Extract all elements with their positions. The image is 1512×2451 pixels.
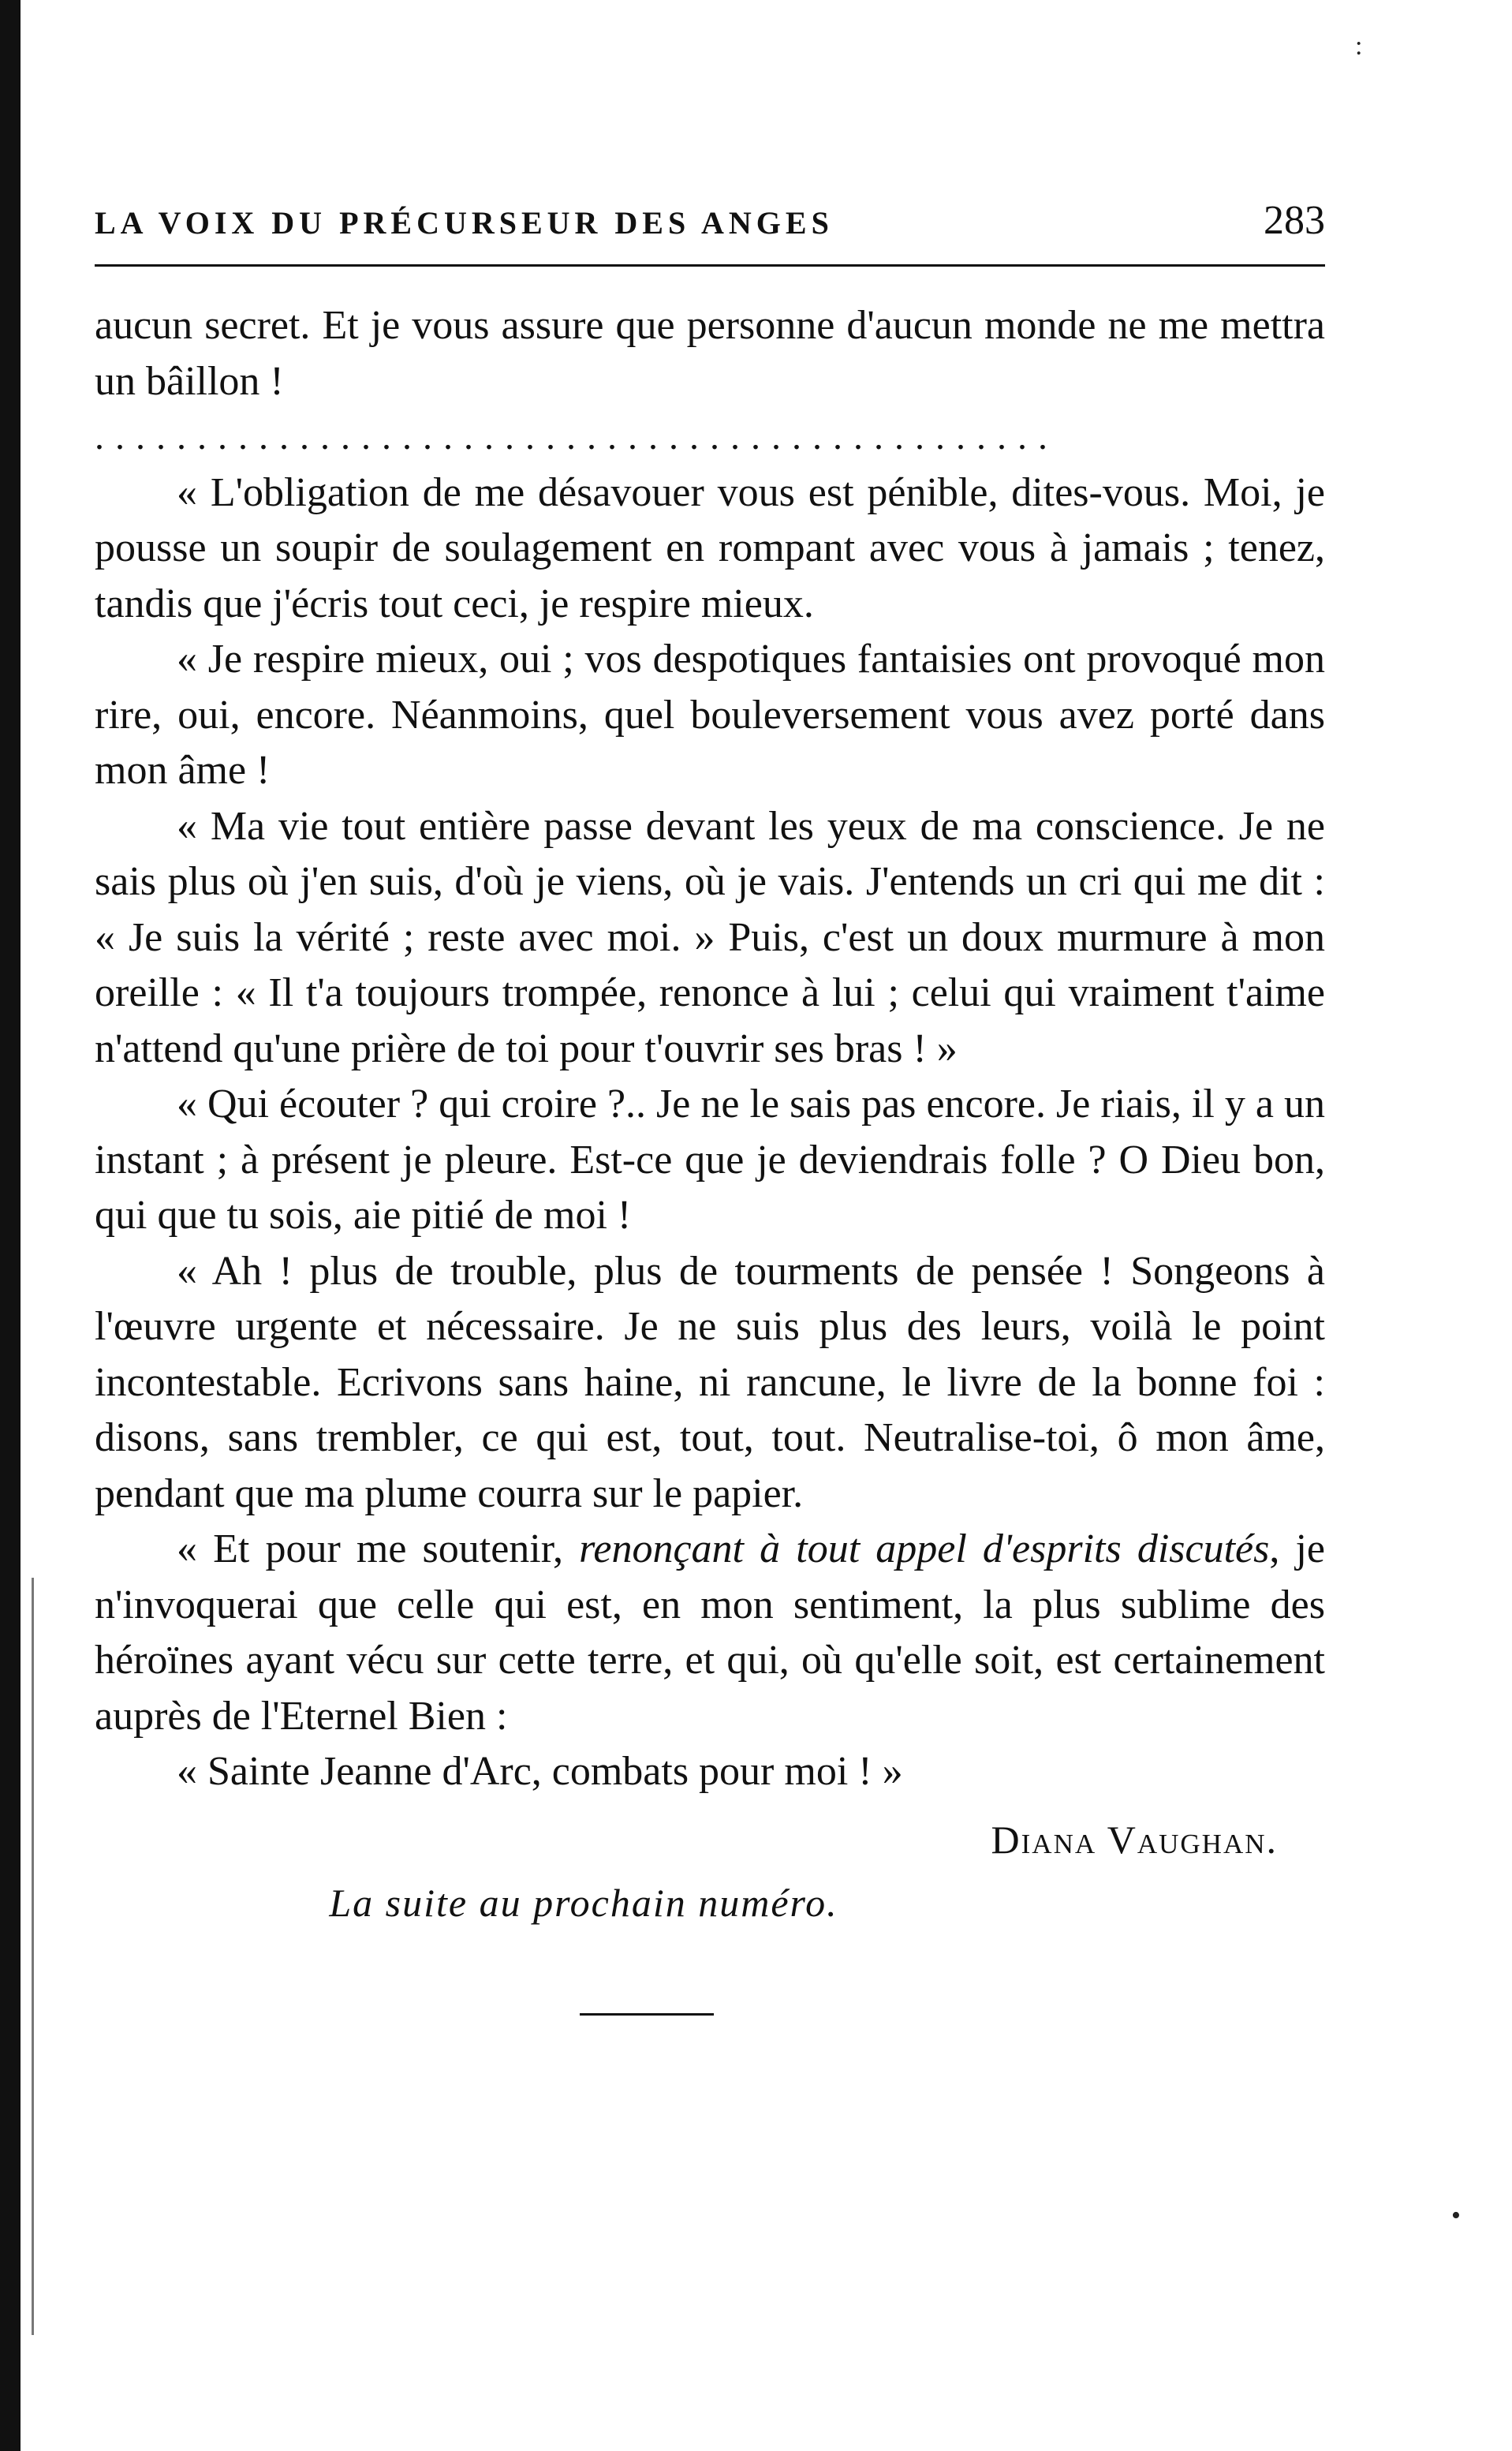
paragraph: « Qui écouter ? qui croire ?.. Je ne le sais pas encore. Je riais, il y a un instant ; à présent je pleure. Est-ce que je deviendrais folle ? O Dieu bon, qui que tu sois, aie pitié de moi ! bbox=[95, 1082, 1325, 1238]
edge-mark: : bbox=[1355, 32, 1363, 61]
signature: Diana Vaughan. bbox=[991, 1817, 1278, 1862]
paragraph: « Ma vie tout entière passe devant les yeux de ma conscience. Je ne sais plus où j'en suis, d'où je viens, où je vais. J'entends un cri qui me dit : « Je suis la vérité ; reste avec moi. » Puis, c'est un doux murmure à mon oreille : « Il t'a toujours trompée, renonce à lui ; celui qui vraiment t'aime n'attend qu'une prière de toi pour t'ouvrir ses bras ! » bbox=[95, 803, 1325, 1071]
continued-note: La suite au prochain numéro. bbox=[329, 1880, 838, 1925]
paragraph: « L'obligation de me désavouer vous est pénible, dites-vous. Moi, je pousse un soupir de soulagement en rompant avec vous à jamais ; tenez, tandis que j'écris tout ceci, je respire mieux. bbox=[95, 469, 1325, 626]
paragraph: « Je respire mieux, oui ; vos despotiques fantaisies ont provoqué mon rire, oui, encore. Néanmoins, quel bouleversement vous avez porté dans mon âme ! bbox=[95, 637, 1325, 793]
edge-mark: • bbox=[1451, 2201, 1461, 2230]
page-body bbox=[95, 197, 1325, 2016]
paragraph: « Ah ! plus de trouble, plus de tourments de pensée ! Songeons à l'œuvre urgente et nécessaire. Je ne suis plus des leurs, voilà le point incontestable. Ecrivons sans haine, ni rancune, le livre de la bonne foi : disons, sans trembler, ce qui est, tout, tout. Neutralise-toi, ô mon âme, pendant que ma plume courra sur le papier. bbox=[95, 1248, 1325, 1516]
ellipsis-separator: ............................................... bbox=[95, 416, 1058, 458]
running-header bbox=[95, 197, 1325, 244]
paragraph-text: , je n'invoquerai que celle qui est, en mon sentiment, la plus sublime des héroïnes ayant vécu sur cette terre, et qui, où qu'elle soit, est certainement auprès de l'Eternel Bien : bbox=[95, 1526, 1326, 1739]
margin-rule bbox=[32, 1578, 34, 2335]
paragraph-text: « Et pour me soutenir, bbox=[177, 1526, 580, 1571]
paragraph: aucun secret. Et je vous assure que personne d'aucun monde ne me mettra un bâillon ! bbox=[95, 303, 1325, 404]
header-rule bbox=[95, 264, 1325, 267]
paragraph bbox=[95, 1522, 1325, 1744]
book-binding-edge bbox=[0, 0, 21, 2451]
header-title: LA VOIX DU PRÉCURSEUR DES ANGES bbox=[95, 205, 834, 241]
paragraph: « Sainte Jeanne d'Arc, combats pour moi ! » bbox=[177, 1749, 903, 1794]
page-number: 283 bbox=[1264, 198, 1325, 243]
end-rule bbox=[580, 2013, 714, 2016]
paragraph-italic-text: renonçant à tout appel d'esprits discutés bbox=[579, 1526, 1270, 1571]
